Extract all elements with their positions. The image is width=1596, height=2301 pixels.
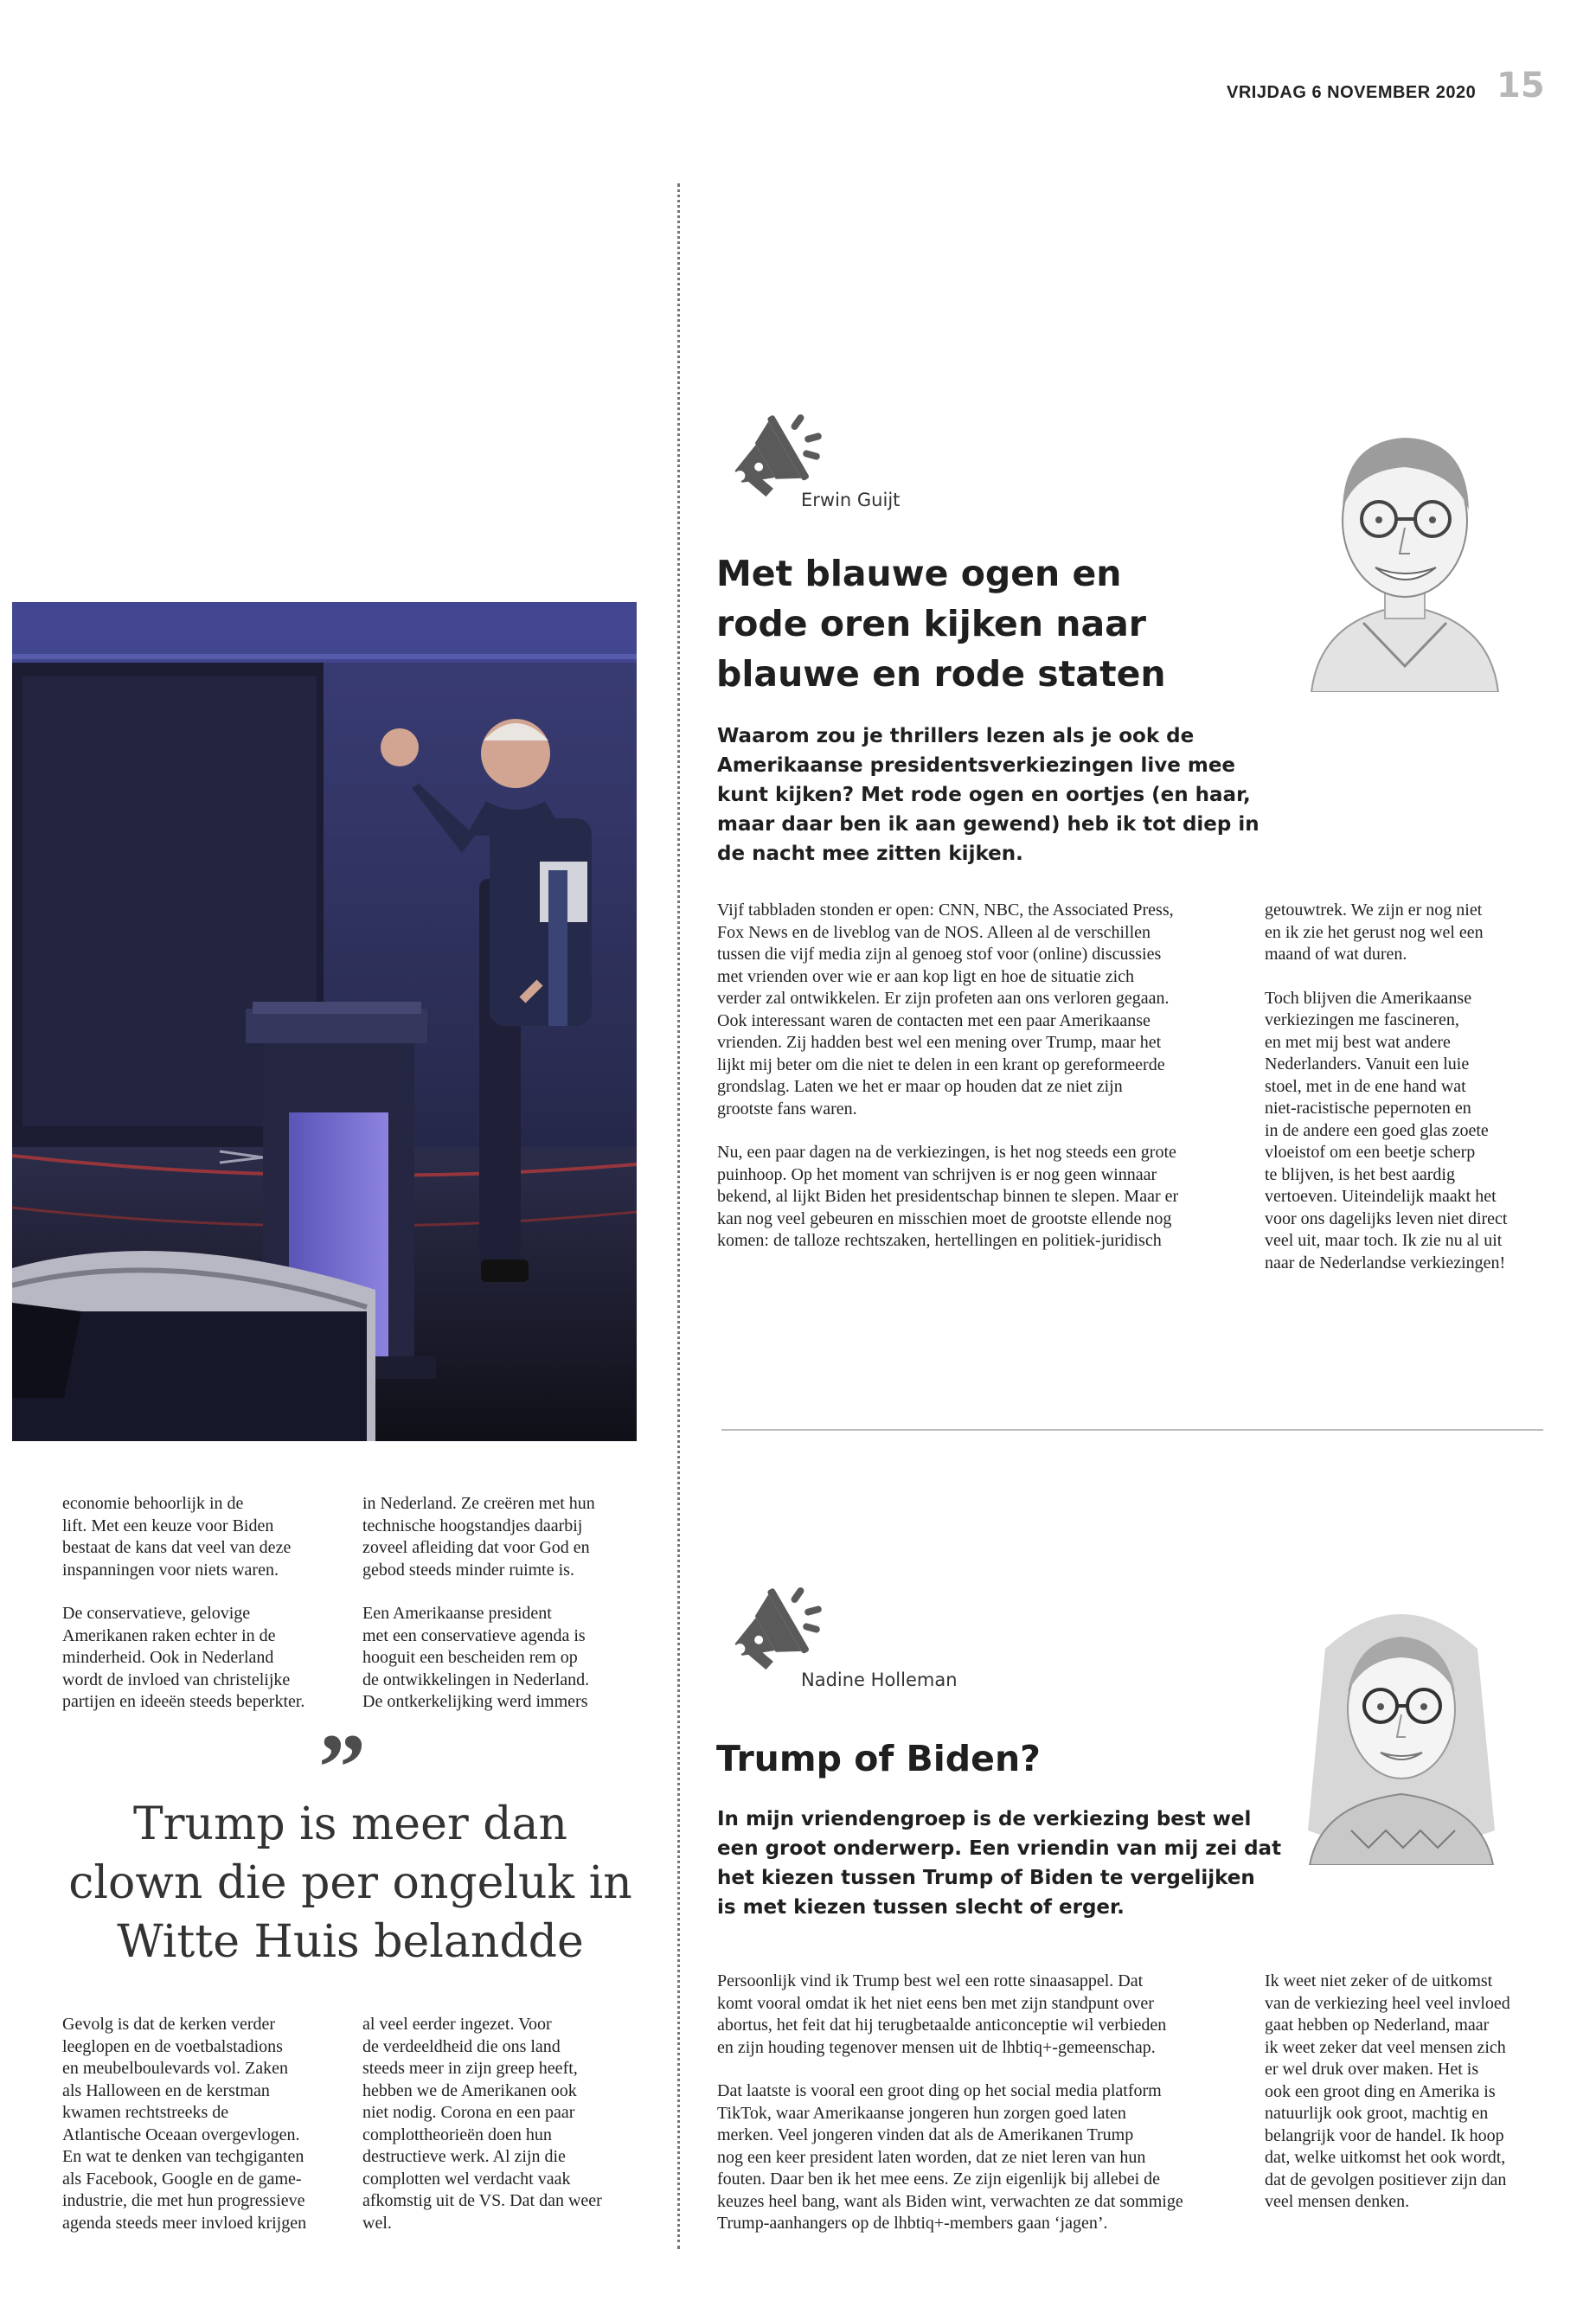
text-line: bestaat de kans dat veel van deze [62,1538,292,1557]
text-line: Trump-aanhangers op de lhbtiq+-members gaan ‘jagen’. [717,2214,1108,2233]
text-line: de ontwikkelingen in Nederland. [362,1670,590,1689]
text-line: Atlantische Oceaan overgevlogen. [62,2125,300,2144]
text-line: minderheid. Ook in Nederland [62,1648,274,1667]
paragraph [717,1971,1236,2059]
text-line: Fox News en de liveblog van de NOS. Alleen al de verschillen [717,922,1151,942]
lead-line: een groot onderwerp. Een vriendin van mij zei dat [717,1837,1282,1860]
text-line: de verdeeldheid die ons land [362,2036,561,2056]
paragraph [362,1603,648,1714]
text-line: veel uit, maar toch. Ik zie nu al uit [1265,1231,1503,1250]
quote-mark-icon: ” [318,1715,366,1820]
headline-line: Met blauwe ogen en [716,553,1122,594]
text-line: er wel druk over maken. Het is [1265,2060,1479,2079]
text-line: Nederlanders. Vanuit een luie [1265,1054,1470,1074]
text-line: destructieve werk. Al zijn die [362,2147,566,2166]
paragraph [62,1493,348,1581]
text-line: bekend, al lijkt Biden het presidentschap binnen te slepen. Maar er [717,1187,1179,1206]
text-line: Een Amerikaanse president [362,1604,552,1623]
page-number: 15 [1497,66,1545,106]
left-column-a-top [62,1493,348,1735]
pull-quote [52,1795,649,1971]
text-line: dat de gevolgen positiever zijn dan [1265,2170,1507,2189]
lead-line: het kiezen tussen Trump of Biden te vergelijken [717,1867,1255,1889]
text-line: hebben we de Amerikanen ook [362,2080,577,2100]
headline-line: blauwe en rode staten [716,653,1166,695]
text-line: verder zal ontwikkelen. Er zijn profeten aan ons verloren gegaan. [717,989,1170,1008]
text-line: complottheorieën doen hun [362,2125,552,2144]
lead-line: maar daar ben ik aan gewend) heb ik tot diep in [717,813,1259,836]
text-line: naar de Nederlandse verkiezingen! [1265,1253,1506,1272]
article-lead [717,1804,1323,1922]
author-portrait [1299,1588,1503,1865]
text-line: industrie, die met hun progressieve [62,2191,305,2210]
text-line: nog een keer president laten worden, dat ze niet leren van hun [717,2147,1146,2167]
text-line: komen: de talloze rechtszaken, hertellingen en politiek-juridisch [717,1231,1162,1250]
paragraph [362,1493,648,1581]
paragraph [1265,900,1550,966]
text-line: verkiezingen me fascineren, [1265,1010,1459,1029]
text-line: als Facebook, Google en de game- [62,2169,302,2189]
text-line: wordt de invloed van christelijke [62,1670,291,1689]
lead-line: is met kiezen tussen slecht of erger. [717,1896,1125,1919]
text-line: niet nodig. Corona en een paar [362,2103,575,2122]
text-line: Persoonlijk vind ik Trump best wel een rotte sinaasappel. Dat [717,1971,1144,1990]
article-body-right [1265,1971,1550,2235]
text-line: hooguit een bescheiden rem op [362,1648,578,1667]
debate-photo [12,602,637,1441]
text-line: gaat hebben op Nederland, maar [1265,2016,1490,2035]
text-line: Toch blijven die Amerikaanse [1265,988,1472,1008]
text-line: getouwtrek. We zijn er nog niet [1265,901,1483,920]
text-line: vloeistof om een beetje scherp [1265,1143,1476,1162]
text-line: als Halloween en de kerstman [62,2080,270,2100]
megaphone-icon [718,407,830,502]
text-line: partijen en ideeën steeds beperkter. [62,1692,305,1711]
column-divider [677,183,680,2249]
paragraph [62,1603,348,1714]
paragraph [717,900,1236,1120]
lead-line: de nacht mee zitten kijken. [717,843,1023,865]
text-line: De conservatieve, gelovige [62,1604,251,1623]
left-column-b-top [362,1493,648,1735]
text-line: ook een groot ding en Amerika is [1265,2081,1496,2101]
text-line: wel. [362,2213,392,2233]
text-line: grondslag. Laten we het er maar op houden dat ze niet zijn [717,1077,1123,1096]
pull-quote-line: clown die per ongeluk in [68,1857,632,1909]
text-line: in de andere een goed glas zoete [1265,1120,1489,1140]
debate-stage-illustration [12,602,637,1441]
text-line: maand of wat duren. [1265,945,1407,964]
paragraph [717,2080,1236,2235]
text-line: Gevolg is dat de kerken verder [62,2015,276,2034]
article-lead [717,721,1323,868]
text-line: keuzes heel bang, want als Biden wint, verwachten ze dat sommige [717,2191,1183,2211]
text-line: en zijn houding tegenover mensen uit de lhbtiq+-gemeenschap. [717,2037,1156,2057]
lead-line: kunt kijken? Met rode ogen en oortjes (en haar, [717,784,1251,806]
text-line: kwamen rechtstreeks de [62,2103,229,2122]
text-line: grootste fans waren. [717,1099,857,1118]
text-line: gebod steeds minder ruimte is. [362,1560,574,1580]
text-line: veel mensen denken. [1265,2192,1410,2211]
article-headline [716,548,1270,699]
left-column-b-bottom [362,2014,648,2234]
text-line: belangrijk voor de handel. Ik hoop [1265,2125,1504,2145]
text-line: technische hoogstandjes daarbij [362,1516,583,1535]
text-line: en ik zie het gerust nog wel een [1265,922,1484,942]
text-line: natuurlijk ook groot, machtig en [1265,2104,1489,2123]
megaphone-icon [718,1580,830,1675]
text-line: tussen die vijf media zijn al genoeg stof voor (online) discussies [717,945,1162,964]
text-line: en meubelboulevards vol. Zaken [62,2059,289,2078]
text-line: Ik weet niet zeker of de uitkomst [1265,1971,1493,1990]
text-line: te blijven, is het best aardig [1265,1164,1455,1184]
text-line: met een conservatieve agenda is [362,1625,586,1645]
paragraph [1265,1971,1550,2214]
text-line: Nu, een paar dagen na de verkiezingen, is het nog steeds een grote [717,1143,1176,1162]
text-line: in Nederland. Ze creëren met hun [362,1494,595,1513]
text-line: puinhoop. Op het moment van schrijven is er nog geen winnaar [717,1164,1157,1184]
text-line: En wat te denken van techgiganten [62,2147,304,2166]
article-headline: Trump of Biden? [716,1738,1041,1779]
text-line: zoveel afleiding dat voor God en [362,1538,590,1557]
text-line: komt vooral omdat ik het niet eens ben met zijn standpunt over [717,1993,1154,2013]
text-line: lift. Met een keuze voor Biden [62,1516,274,1535]
text-line: fouten. Daar ben ik het mee eens. Ze zijn eigenlijk bij allebei de [717,2170,1161,2189]
text-line: stoel, met in de ene hand wat [1265,1076,1466,1096]
author-portrait [1303,407,1507,692]
lead-line: Waarom zou je thrillers lezen als je ook de [717,725,1195,747]
text-line: en met mij best wat andere [1265,1032,1451,1052]
author-name: Nadine Holleman [801,1670,958,1690]
text-line: inspanningen voor niets waren. [62,1560,279,1580]
text-line: Vijf tabbladen stonden er open: CNN, NBC, the Associated Press, [717,901,1174,920]
paragraph [1265,988,1550,1275]
text-line: afkomstig uit de VS. Dat dan weer [362,2191,602,2210]
text-line: niet-racistische pepernoten en [1265,1099,1471,1118]
section-divider [721,1429,1543,1431]
pull-quote-line: Witte Huis belandde [117,1916,584,1968]
text-line: al veel eerder ingezet. Voor [362,2015,552,2034]
text-line: voor ons dagelijks leven niet direct [1265,1208,1508,1228]
text-line: agenda steeds meer invloed krijgen [62,2213,307,2233]
headline-line: rode oren kijken naar [716,603,1147,644]
lead-line: Amerikaanse presidentsverkiezingen live mee [717,754,1236,777]
pull-quote-line: Trump is meer dan [132,1798,568,1850]
text-line: ik weet zeker dat veel mensen zich [1265,2037,1506,2057]
text-line: met vrienden over wie er aan kop ligt en hoe de situatie zich [717,966,1135,986]
text-line: lijkt mij beter om die niet te delen in een krant op gereformeerde [717,1054,1165,1074]
lead-line: In mijn vriendengroep is de verkiezing best wel [717,1808,1252,1830]
text-line: dat, welke uitkomst het ook wordt, [1265,2148,1506,2167]
text-line: kan nog veel gebeuren en misschien moet de grootste ellende nog [717,1208,1172,1228]
text-line: vertoeven. Uiteindelijk maakt het [1265,1187,1497,1206]
text-line: TikTok, waar Amerikaanse jongeren hun zorgen goed laten [717,2103,1126,2123]
author-name: Erwin Guijt [801,490,901,510]
text-line: vrienden. Zij hadden best wel een mening over Trump, maar het [717,1033,1162,1052]
issue-date: VRIJDAG 6 NOVEMBER 2020 [1227,83,1477,102]
paragraph [717,1142,1236,1253]
text-line: leeglopen en de voetbalstadions [62,2036,283,2056]
text-line: De ontkerkelijking werd immers [362,1692,588,1711]
text-line: economie behoorlijk in de [62,1494,244,1513]
text-line: Amerikanen raken echter in de [62,1625,276,1645]
text-line: Dat laatste is vooral een groot ding op het social media platform [717,2081,1162,2100]
text-line: merken. Veel jongeren vinden dat als de Amerikanen Trump [717,2125,1134,2144]
text-line: Ook interessant waren de contacten met een paar Amerikaanse [717,1010,1151,1030]
text-line: complotten wel verdacht vaak [362,2169,571,2189]
article-body-right [1265,900,1550,1296]
left-column-a-bottom [62,2014,348,2234]
article-body-left [717,1971,1236,2257]
text-line: abortus, het feit dat hij terugbetaalde anticonceptie wil verbieden [717,2016,1167,2035]
text-line: steeds meer in zijn greep heeft, [362,2059,578,2078]
text-line: van de verkiezing heel veel invloed [1265,1993,1510,2013]
article-body-left [717,900,1236,1274]
